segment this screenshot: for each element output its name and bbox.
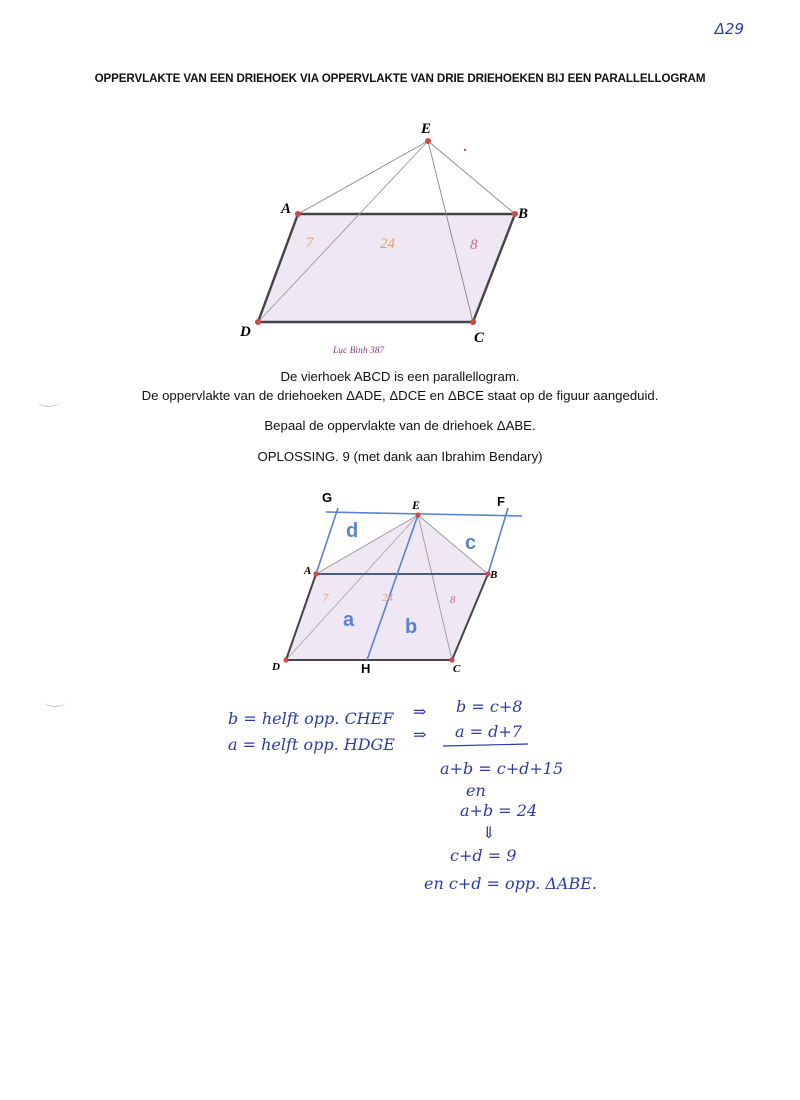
hw-arrow-2: ⇒ (413, 725, 427, 744)
area-bce: 8 (470, 237, 478, 253)
hw-eq-a: a = d+7 (455, 722, 522, 741)
problem-question: Bepaal de oppervlakte van de driehoek ΔABE. (264, 418, 536, 433)
page-number: Δ29 (714, 20, 744, 38)
label-b-2: B (490, 569, 498, 581)
label-b: B (518, 206, 529, 222)
hw-a-half-hdge: a = helft opp. HDGE (228, 735, 395, 754)
hw-sum-line (443, 744, 528, 746)
label-g: G (322, 490, 333, 505)
problem-statement-2: De oppervlakte van de driehoeken ΔADE, ΔDCE en ΔBCE staat op de figuur aangeduid. (141, 388, 659, 403)
figure-credit: Lục Bình 387 (333, 346, 385, 356)
hw-sum: a+b = c+d+15 (440, 759, 564, 778)
region-d: d (346, 520, 359, 542)
label-e: E (421, 121, 432, 137)
solution-heading: OPLOSSING. 9 (met dank aan Ibrahim Bendary) (257, 449, 543, 464)
label-d-2: D (272, 661, 280, 673)
hw-b-half-chef: b = helft opp. CHEF (228, 709, 394, 728)
area-ade-2: 7 (323, 592, 329, 604)
hw-result: c+d = 9 (450, 846, 517, 865)
label-a-2: A (304, 565, 312, 577)
hw-down-arrow: ⇓ (482, 823, 496, 842)
label-a: A (281, 201, 292, 217)
label-f: F (497, 494, 505, 509)
hw-arrow-1: ⇒ (413, 702, 427, 721)
hw-total: a+b = 24 (460, 801, 538, 820)
hw-en-1: en (466, 781, 486, 800)
area-dce: 24 (380, 236, 395, 252)
hw-eq-b: b = c+8 (456, 697, 523, 716)
region-b: b (405, 616, 418, 638)
area-ade: 7 (306, 235, 314, 251)
label-e-2: E (412, 498, 421, 512)
label-d: D (240, 324, 251, 340)
region-a: a (343, 609, 355, 631)
region-c: c (465, 532, 477, 554)
hw-conclusion: en c+d = opp. ΔABE. (424, 874, 597, 893)
page-title: OPPERVLAKTE VAN EEN DRIEHOEK VIA OPPERVLAKTE VAN DRIE DRIEHOEKEN BIJ EEN PARALLELLOGRAM (94, 72, 706, 85)
label-c: C (474, 330, 485, 346)
label-h: H (361, 661, 371, 676)
label-c-2: C (453, 663, 461, 675)
area-dce-2: 24 (382, 592, 393, 604)
problem-statement-1: De vierhoek ABCD is een parallellogram. (280, 369, 520, 384)
area-bce-2: 8 (450, 594, 456, 606)
